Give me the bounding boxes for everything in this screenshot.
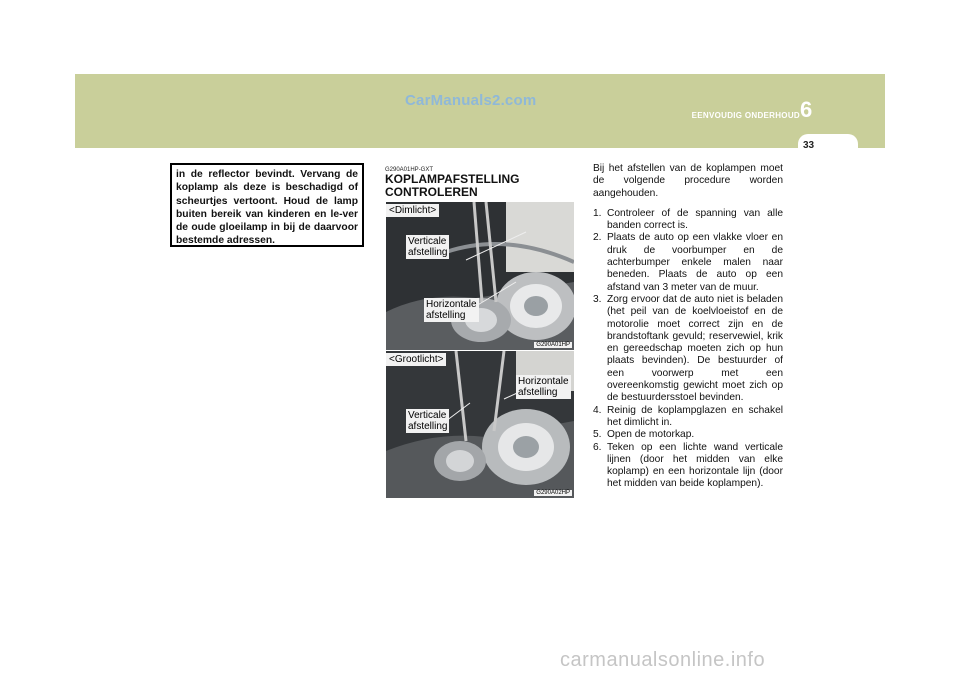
step-text: Plaats de auto op een vlakke vloer en druk de voorbumper en de achterbumper enkele malen naar beneden. Plaats de auto op een afstand van 3 meter van de muur.: [607, 232, 783, 293]
step-text: Open de motorkap.: [607, 429, 695, 441]
procedure-step: [593, 429, 783, 441]
callout-vertical-adjust-1: [406, 235, 449, 259]
callout-text: Verticale: [408, 236, 447, 247]
step-number: 2.: [593, 232, 602, 244]
callout-horizontal-adjust-2: [516, 375, 571, 399]
heading-line-2: CONTROLEREN: [385, 185, 478, 199]
chapter-number: 6: [800, 97, 813, 122]
photo-tag-high-beam: <Grootlicht>: [386, 353, 446, 366]
step-text: Reinig de koplampglazen en schakel het dimlicht in.: [607, 404, 783, 428]
headlight-illustration-low: [386, 202, 574, 350]
procedure-step: [593, 442, 783, 491]
page-heading: [385, 173, 519, 199]
callout-text: Horizontale: [518, 376, 569, 387]
step-text: Controleer of de spanning van alle banden correct is.: [607, 207, 783, 232]
procedure-step: [593, 405, 783, 430]
section-code: G290A01HP-GXT: [385, 167, 434, 173]
callout-text: afstelling: [408, 247, 448, 258]
boxed-note: in de reflector bevindt. Vervang de koplamp als deze is beschadigd of scheurtjes vertoont. Houd de lamp buiten bereik van kinderen en le-ver de oude gloeilamp in bij de daarvoor bestemde adressen.: [170, 163, 364, 247]
photo-tag-low-beam: <Dimlicht>: [386, 204, 439, 217]
photo-code-1: G290A01HP: [536, 342, 570, 348]
section-title: EENVOUDIG ONDERHOUD: [691, 111, 800, 120]
procedure-intro: Bij het afstellen van de koplampen moet de volgende procedure worden aangehouden.: [593, 163, 783, 199]
step-text: Teken op een lichte wand verticale lijnen (door het midden van elke koplamp) en een horizontale lijn (door het midden van beide koplampen).: [607, 441, 783, 490]
photo-code-2: G290A02HP: [536, 490, 570, 496]
footer-watermark[interactable]: carmanualsonline.info: [560, 649, 766, 671]
step-number: 5.: [593, 429, 602, 441]
procedure-step: [593, 232, 783, 293]
step-text: Zorg ervoor dat de auto niet is beladen (het peil van de koelvloeistof en de motorolie moet correct zijn en de brandstoftank gevuld; reservewiel, krik en gereedschap moeten zich op hun plaats bevinden). De bestuurder of een voorwerp met een overeenkomstig gewicht moet zich op de bestuurdersstoel bevinden.: [607, 293, 783, 404]
heading-line-1: KOPLAMPAFSTELLING: [385, 172, 520, 186]
procedure-steps: [593, 208, 783, 491]
step-number: 3.: [593, 293, 602, 305]
callout-text: Horizontale: [426, 299, 477, 310]
callout-text: afstelling: [408, 421, 448, 432]
page-number: 33: [803, 140, 815, 151]
headlight-photo-high-beam: [386, 351, 574, 498]
headlight-photo-low-beam: [386, 202, 574, 350]
step-number: 4.: [593, 404, 602, 416]
callout-text: afstelling: [426, 310, 466, 321]
callout-text: Verticale: [408, 410, 447, 421]
procedure-step: [593, 208, 783, 233]
procedure-step: [593, 294, 783, 405]
callout-text: afstelling: [518, 387, 558, 398]
procedure-column: [593, 163, 783, 491]
step-number: 6.: [593, 441, 602, 453]
step-number: 1.: [593, 207, 602, 219]
callout-vertical-adjust-2: [406, 409, 449, 433]
watermark-logo[interactable]: CarManuals2.com: [405, 92, 537, 109]
callout-horizontal-adjust-1: [424, 298, 479, 322]
